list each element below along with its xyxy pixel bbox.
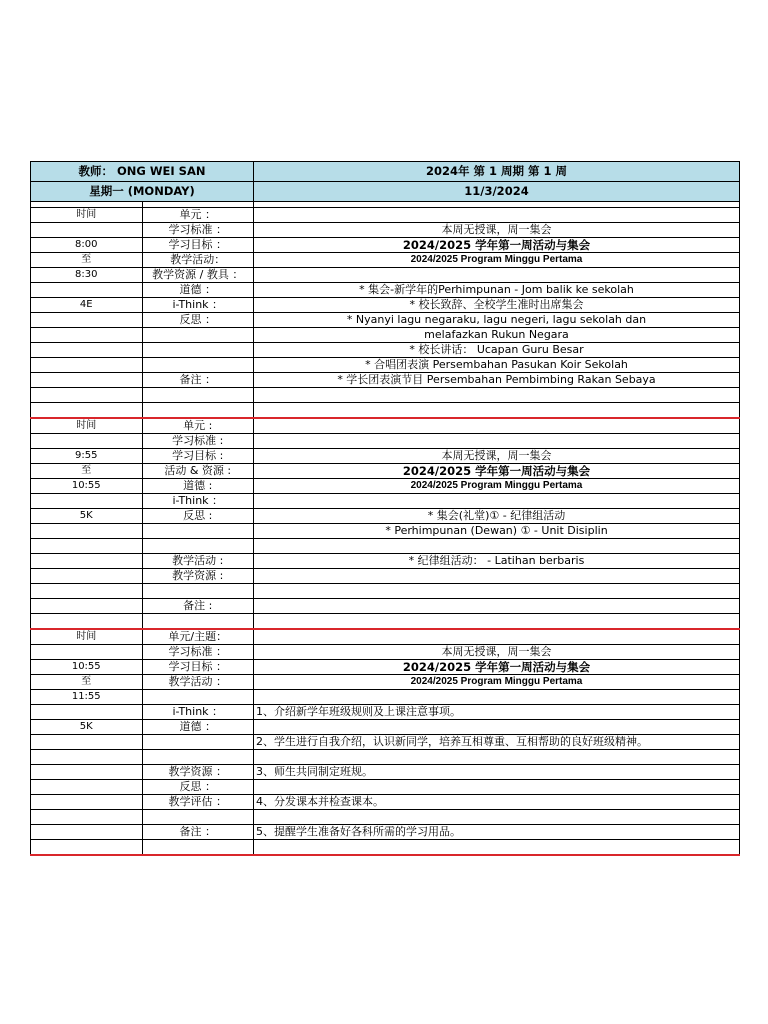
- field-label: 教学资源 :: [142, 569, 254, 584]
- time-cell: 至: [31, 253, 143, 268]
- field-content: 2024/2025 Program Minggu Pertama: [254, 253, 740, 268]
- lesson-row: [31, 494, 740, 509]
- lesson-row: [31, 373, 740, 388]
- lesson-row: [31, 509, 740, 524]
- field-label: 学习标准 ：: [142, 645, 254, 660]
- lesson-row: [31, 238, 740, 253]
- field-label: [142, 584, 254, 599]
- time-cell: [31, 614, 143, 630]
- time-cell: [31, 434, 143, 449]
- field-content: [254, 569, 740, 584]
- field-label: i-Think ：: [142, 298, 254, 313]
- lesson-row: [31, 705, 740, 720]
- field-content: melafazkan Rukun Negara: [254, 328, 740, 343]
- field-label: 反思 ：: [142, 780, 254, 795]
- field-content: * 校长讲话： Ucapan Guru Besar: [254, 343, 740, 358]
- time-cell: [31, 223, 143, 238]
- field-label: 活动 & 资源 :: [142, 464, 254, 479]
- time-cell: 至: [31, 464, 143, 479]
- lesson-row: [31, 208, 740, 223]
- field-label: i-Think ：: [142, 494, 254, 509]
- field-content: [254, 599, 740, 614]
- field-content: * 纪律组活动： - Latihan berbaris: [254, 554, 740, 569]
- time-cell: 10:55: [31, 660, 143, 675]
- lesson-plan-sheet: [30, 161, 737, 856]
- lesson-row: [31, 223, 740, 238]
- time-cell: 时间: [31, 208, 143, 223]
- lesson-row: [31, 629, 740, 645]
- field-label: 学习目标 :: [142, 449, 254, 464]
- lesson-row: [31, 795, 740, 810]
- lesson-row: [31, 675, 740, 690]
- field-label: 单元 :: [142, 418, 254, 434]
- field-content: [254, 584, 740, 599]
- field-label: [142, 388, 254, 403]
- field-content: * Nyanyi lagu negaraku, lagu negeri, lagu sekolah dan: [254, 313, 740, 328]
- lesson-row: [31, 690, 740, 705]
- lesson-row: [31, 539, 740, 554]
- lesson-row: [31, 825, 740, 840]
- time-cell: 时间: [31, 418, 143, 434]
- field-content: [254, 840, 740, 856]
- field-label: [142, 524, 254, 539]
- field-label: 道德 ：: [142, 720, 254, 735]
- field-label: 备注 :: [142, 599, 254, 614]
- field-label: [142, 403, 254, 419]
- lesson-row: [31, 358, 740, 373]
- field-content: [254, 268, 740, 283]
- time-cell: [31, 539, 143, 554]
- field-label: [142, 328, 254, 343]
- field-label: 教学活动：: [142, 253, 254, 268]
- field-content: [254, 403, 740, 419]
- time-cell: [31, 705, 143, 720]
- time-cell: [31, 388, 143, 403]
- time-cell: [31, 795, 143, 810]
- field-label: [142, 614, 254, 630]
- field-content: [254, 629, 740, 645]
- field-content: [254, 208, 740, 223]
- time-cell: [31, 343, 143, 358]
- field-label: 学习标准 :: [142, 434, 254, 449]
- lesson-row: [31, 750, 740, 765]
- field-label: 反思 :: [142, 509, 254, 524]
- time-cell: [31, 780, 143, 795]
- lesson-row: [31, 599, 740, 614]
- field-content: * 集会(礼堂)① - 纪律组活动: [254, 509, 740, 524]
- time-cell: [31, 825, 143, 840]
- lesson-row: [31, 735, 740, 750]
- field-label: 教学资源 / 教具 ：: [142, 268, 254, 283]
- field-label: [142, 735, 254, 750]
- time-cell: [31, 403, 143, 419]
- lesson-plan-table: [30, 161, 740, 856]
- date-label: 11/3/2024: [254, 182, 740, 202]
- time-cell: [31, 494, 143, 509]
- field-label: 教学资源 ：: [142, 765, 254, 780]
- lesson-row: [31, 584, 740, 599]
- time-cell: [31, 313, 143, 328]
- lesson-row: [31, 449, 740, 464]
- field-content: [254, 418, 740, 434]
- field-content: [254, 494, 740, 509]
- field-content: [254, 614, 740, 630]
- lesson-row: [31, 810, 740, 825]
- field-label: 单元/主题：: [142, 629, 254, 645]
- time-cell: [31, 599, 143, 614]
- field-label: 备注 ：: [142, 825, 254, 840]
- lesson-row: [31, 479, 740, 494]
- time-cell: [31, 569, 143, 584]
- lesson-row: [31, 840, 740, 856]
- header-row-teacher: [31, 162, 740, 182]
- time-cell: 11:55: [31, 690, 143, 705]
- field-content: * 学长团表演节目 Persembahan Pembimbing Rakan Sebaya: [254, 373, 740, 388]
- time-cell: 9:55: [31, 449, 143, 464]
- lesson-row: [31, 765, 740, 780]
- field-content: * 校长致辞、全校学生准时出席集会: [254, 298, 740, 313]
- time-cell: [31, 645, 143, 660]
- field-label: 学习目标 ：: [142, 660, 254, 675]
- lesson-row: [31, 434, 740, 449]
- time-cell: 4E: [31, 298, 143, 313]
- lesson-row: [31, 418, 740, 434]
- time-cell: [31, 765, 143, 780]
- field-label: 教学评估 ：: [142, 795, 254, 810]
- field-content: 本周无授课，周一集会: [254, 449, 740, 464]
- field-content: [254, 434, 740, 449]
- field-content: * 集会-新学年的Perhimpunan - Jom balik ke sekolah: [254, 283, 740, 298]
- field-label: 单元 ：: [142, 208, 254, 223]
- field-content: [254, 690, 740, 705]
- field-content: 2024/2025 学年第一周活动与集会: [254, 660, 740, 675]
- field-content: 3、师生共同制定班规。: [254, 765, 740, 780]
- time-cell: 5K: [31, 509, 143, 524]
- field-content: * Perhimpunan (Dewan) ① - Unit Disiplin: [254, 524, 740, 539]
- field-content: * 合唱团表演 Persembahan Pasukan Koir Sekolah: [254, 358, 740, 373]
- lesson-row: [31, 720, 740, 735]
- time-cell: 时间: [31, 629, 143, 645]
- field-label: 道德 :: [142, 479, 254, 494]
- time-cell: [31, 750, 143, 765]
- field-label: 教学活动 :: [142, 554, 254, 569]
- time-cell: [31, 358, 143, 373]
- field-content: [254, 539, 740, 554]
- field-content: 本周无授课，周一集会: [254, 645, 740, 660]
- lesson-row: [31, 660, 740, 675]
- lesson-row: [31, 780, 740, 795]
- time-cell: [31, 283, 143, 298]
- time-cell: 8:30: [31, 268, 143, 283]
- day-label: 星期一 (MONDAY): [31, 182, 254, 202]
- field-label: 学习目标 ：: [142, 238, 254, 253]
- field-content: [254, 388, 740, 403]
- lesson-row: [31, 524, 740, 539]
- field-label: [142, 840, 254, 856]
- field-label: i-Think ：: [142, 705, 254, 720]
- lesson-row: [31, 253, 740, 268]
- lesson-row: [31, 268, 740, 283]
- field-label: [142, 750, 254, 765]
- time-cell: [31, 735, 143, 750]
- lesson-row: [31, 328, 740, 343]
- time-cell: 10:55: [31, 479, 143, 494]
- field-content: 2024/2025 学年第一周活动与集会: [254, 238, 740, 253]
- field-label: [142, 690, 254, 705]
- field-content: 5、提醒学生准备好各科所需的学习用品。: [254, 825, 740, 840]
- lesson-row: [31, 645, 740, 660]
- field-label: 反思 ：: [142, 313, 254, 328]
- field-content: 4、分发课本并检查课本。: [254, 795, 740, 810]
- time-cell: [31, 584, 143, 599]
- time-cell: [31, 373, 143, 388]
- field-content: [254, 780, 740, 795]
- time-cell: [31, 840, 143, 856]
- field-content: 本周无授课，周一集会: [254, 223, 740, 238]
- field-label: 学习标准 ：: [142, 223, 254, 238]
- field-label: 教学活动 ：: [142, 675, 254, 690]
- time-cell: 至: [31, 675, 143, 690]
- time-cell: [31, 554, 143, 569]
- field-content: 2024/2025 Program Minggu Pertama: [254, 479, 740, 494]
- field-content: [254, 750, 740, 765]
- field-content: [254, 720, 740, 735]
- time-cell: [31, 810, 143, 825]
- teacher-name: 教师： ONG WEI SAN: [31, 162, 254, 182]
- week-label: 2024年 第 1 周期 第 1 周: [254, 162, 740, 182]
- lesson-row: [31, 554, 740, 569]
- lesson-row: [31, 464, 740, 479]
- time-cell: [31, 328, 143, 343]
- time-cell: 5K: [31, 720, 143, 735]
- field-label: 道德 ：: [142, 283, 254, 298]
- field-content: [254, 810, 740, 825]
- field-content: 2024/2025 Program Minggu Pertama: [254, 675, 740, 690]
- header-row-day: [31, 182, 740, 202]
- field-label: 备注 ：: [142, 373, 254, 388]
- lesson-row: [31, 614, 740, 630]
- field-label: [142, 539, 254, 554]
- field-content: 2024/2025 学年第一周活动与集会: [254, 464, 740, 479]
- lesson-row: [31, 403, 740, 419]
- lesson-row: [31, 569, 740, 584]
- lesson-row: [31, 298, 740, 313]
- lesson-row: [31, 388, 740, 403]
- field-label: [142, 358, 254, 373]
- field-content: 2、学生进行自我介绍，认识新同学，培养互相尊重、互相帮助的良好班级精神。: [254, 735, 740, 750]
- lesson-row: [31, 343, 740, 358]
- field-label: [142, 810, 254, 825]
- time-cell: [31, 524, 143, 539]
- time-cell: 8:00: [31, 238, 143, 253]
- field-content: 1、介绍新学年班级规则及上课注意事项。: [254, 705, 740, 720]
- lesson-row: [31, 283, 740, 298]
- lesson-row: [31, 313, 740, 328]
- field-label: [142, 343, 254, 358]
